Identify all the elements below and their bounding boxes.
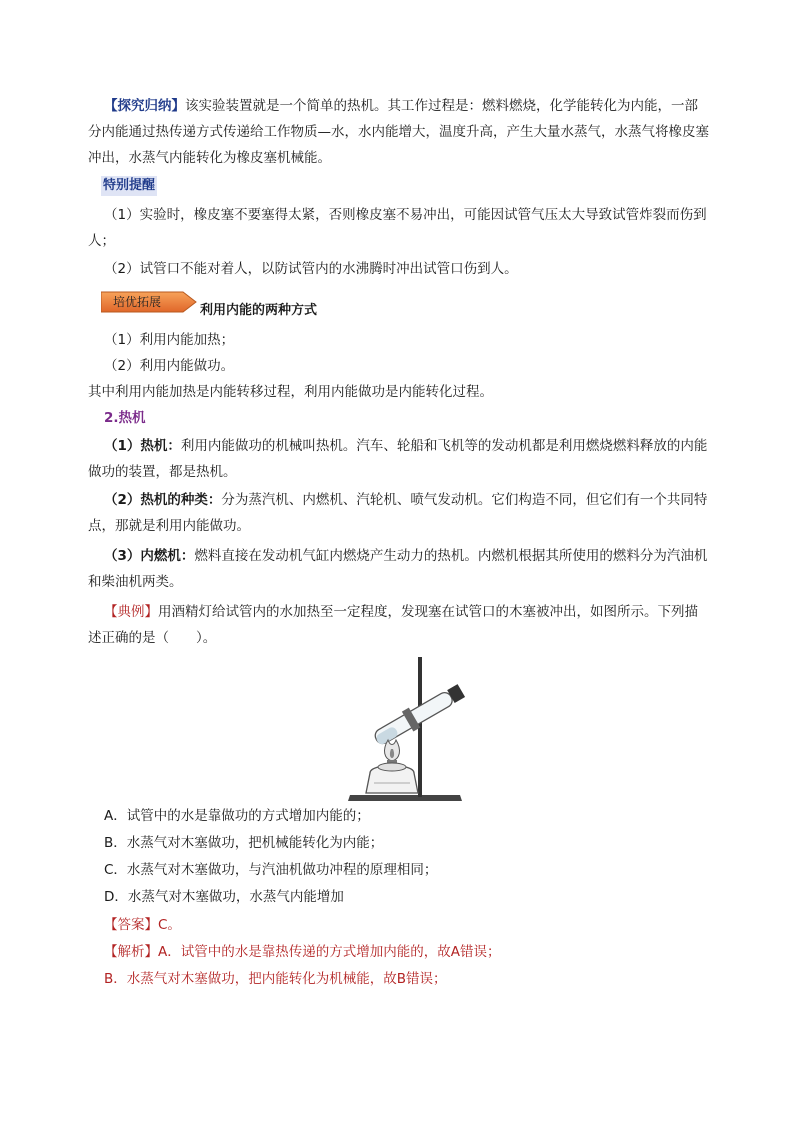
answer-line bbox=[104, 915, 181, 935]
example-line-2: 述正确的是（ ）。 bbox=[88, 630, 217, 646]
option-d: D．水蒸气对木塞做功，水蒸气内能增加 bbox=[104, 889, 344, 905]
inquiry-text-1: 该实验装置就是一个简单的热机。其工作过程是：燃料燃烧，化学能转化为内能，一部 bbox=[185, 98, 698, 114]
definition-3-line-2: 和柴油机两类。 bbox=[88, 574, 183, 590]
extension-title: 利用内能的两种方式 bbox=[200, 303, 318, 318]
definition-1-line-2: 做功的装置，都是热机。 bbox=[88, 464, 237, 480]
analysis-line-2: B．水蒸气对木塞做功，把内能转化为机械能，故B错误； bbox=[104, 971, 447, 987]
answer-value: C。 bbox=[158, 917, 181, 933]
example-line-1 bbox=[104, 602, 698, 622]
definition-3-text: 燃料直接在发动机气缸内燃烧产生动力的热机。内燃机根据其所使用的燃料分为汽油机 bbox=[194, 548, 708, 564]
option-c: C．水蒸气对木塞做功，与汽油机做功冲程的原理相同； bbox=[104, 862, 438, 878]
analysis-line-1 bbox=[104, 942, 500, 962]
definition-2-line-2: 点，那就是利用内能做功。 bbox=[88, 518, 250, 534]
inquiry-paragraph-line-2: 分内能通过热传递方式传递给工作物质—水，水内能增大，温度升高，产生大量水蒸气，水蒸气将橡皮塞 bbox=[88, 124, 709, 140]
definition-1-term: （1）热机： bbox=[104, 438, 181, 454]
analysis-text-1: A．试管中的水是靠热传递的方式增加内能的，故A错误； bbox=[158, 944, 501, 960]
inquiry-tag: 【探究归纳】 bbox=[104, 98, 185, 114]
analysis-tag: 【解析】 bbox=[104, 944, 158, 960]
reminder-item-2: （2）试管口不能对着人，以防试管内的水沸腾时冲出试管口伤到人。 bbox=[104, 261, 518, 277]
special-reminder-title: 特别提醒 bbox=[101, 176, 157, 196]
extension-item-1: （1）利用内能加热； bbox=[104, 332, 235, 348]
definition-2-line-1 bbox=[104, 490, 707, 510]
reminder-item-1-line-1: （1）实验时，橡皮塞不要塞得太紧，否则橡皮塞不易冲出，可能因试管气压太大导致试管炸裂而伤到 bbox=[104, 207, 707, 223]
inquiry-paragraph-line-3: 冲出，水蒸气内能转化为橡皮塞机械能。 bbox=[88, 150, 331, 166]
definition-2-term: （2）热机的种类： bbox=[104, 492, 222, 508]
example-tag: 【典例】 bbox=[104, 604, 158, 620]
section-heading-heat-engine: 2.热机 bbox=[104, 410, 146, 426]
definition-2-text: 分为蒸汽机、内燃机、汽轮机、喷气发动机。它们构造不同，但它们有一个共同特 bbox=[221, 492, 708, 508]
option-b: B．水蒸气对木塞做功，把机械能转化为内能； bbox=[104, 835, 384, 851]
definition-1-line-1 bbox=[104, 436, 707, 456]
reminder-item-1-line-2: 人； bbox=[88, 233, 115, 249]
definition-1-text: 利用内能做功的机械叫热机。汽车、轮船和飞机等的发动机都是利用燃烧燃料释放的内能 bbox=[180, 438, 708, 454]
example-text: 用酒精灯给试管内的水加热至一定程度，发现塞在试管口的木塞被冲出，如图所示。下列描 bbox=[158, 604, 698, 620]
extension-item-2: （2）利用内能做功。 bbox=[104, 358, 235, 374]
inquiry-paragraph-line-1 bbox=[104, 96, 698, 116]
extension-badge-label: 培优拓展 bbox=[113, 295, 162, 309]
test-tube-heating-figure bbox=[340, 655, 480, 805]
definition-3-term: （3）内燃机： bbox=[104, 548, 195, 564]
answer-tag: 【答案】 bbox=[104, 917, 158, 933]
extension-summary: 其中利用内能加热是内能转移过程，利用内能做功是内能转化过程。 bbox=[88, 384, 493, 400]
option-a: A．试管中的水是靠做功的方式增加内能的； bbox=[104, 808, 370, 824]
definition-3-line-1 bbox=[104, 546, 707, 566]
